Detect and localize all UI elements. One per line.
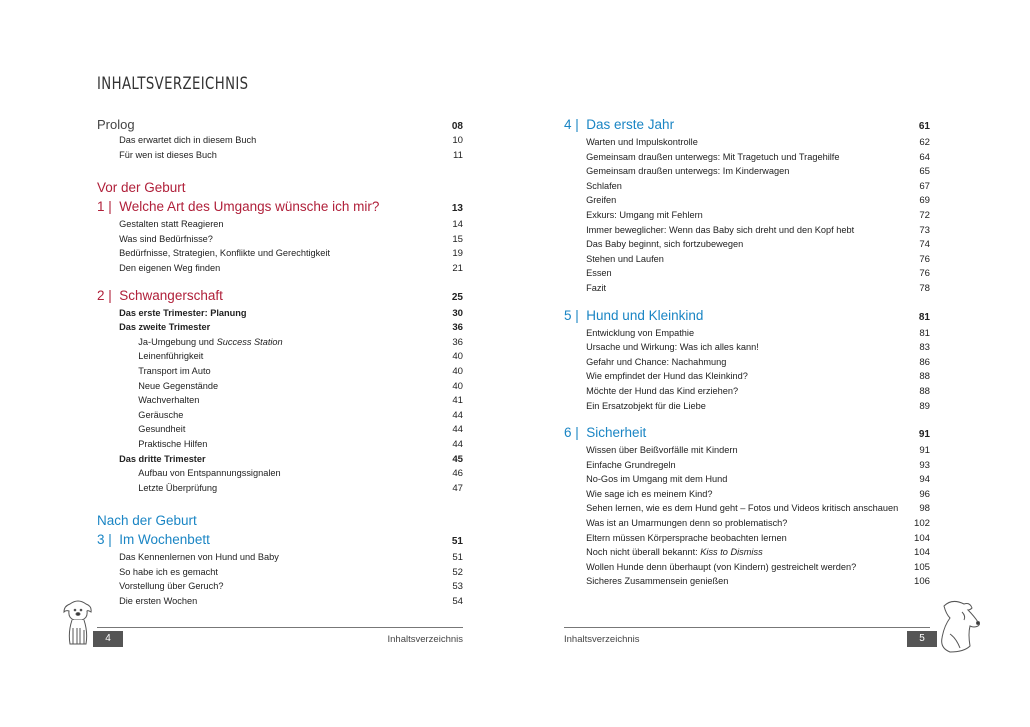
entry-page: 104 (913, 547, 930, 559)
entry-page: 45 (452, 453, 463, 465)
toc-entry[interactable] (564, 254, 930, 269)
entry-page: 96 (919, 488, 930, 500)
chapter-page: 81 (918, 311, 930, 323)
entry-page: 40 (452, 380, 463, 392)
toc-entry[interactable] (564, 328, 930, 343)
entry-label-text: Gesundheit (138, 424, 186, 436)
entry-label-text: Entwicklung von Empathie (586, 327, 695, 339)
entry-label (97, 150, 217, 161)
entry-label (97, 219, 224, 230)
entry-label (97, 234, 213, 245)
entry-label: Prolog (97, 117, 135, 132)
sitting-dog-illustration-icon (58, 598, 98, 648)
entry-label-text: Wie sage ich es meinem Kind? (586, 488, 713, 500)
entry-label-text: Schlafen (586, 180, 622, 192)
entry-label-text: Vorstellung über Geruch? (119, 581, 224, 593)
entry-page: 98 (919, 503, 930, 515)
toc-entry[interactable] (97, 596, 463, 611)
toc-entry[interactable] (564, 166, 930, 181)
toc-entry[interactable] (97, 395, 463, 410)
entry-label-text: Essen (586, 268, 612, 280)
entry-label (564, 474, 727, 485)
toc-entry[interactable] (97, 581, 463, 596)
toc-entry[interactable] (564, 210, 930, 225)
entry-label-text: Das zweite Trimester (119, 322, 211, 334)
entry-label (97, 552, 279, 563)
entry-label (97, 410, 183, 421)
toc-entry[interactable] (97, 439, 463, 454)
toc-entry[interactable] (97, 567, 463, 582)
toc-entry[interactable] (564, 268, 930, 283)
entry-label (97, 337, 283, 348)
entry-label (564, 503, 898, 514)
toc-entry[interactable] (97, 308, 463, 323)
entry-label-text: Greifen (586, 195, 617, 207)
entry-label-text: Neue Gegenstände (138, 380, 219, 392)
entry-label-text: Sicheres Zusammensein genießen (586, 576, 729, 588)
entry-label-text: Die ersten Wochen (119, 596, 198, 608)
entry-page: 86 (919, 356, 930, 368)
entry-label-text: Leinenführigkeit (138, 351, 204, 363)
entry-label-text: Wollen Hunde denn überhaupt (von Kindern) gestreichelt werden? (586, 561, 857, 573)
entry-label-text: Sehen lernen, wie es dem Hund geht – Fotos und Videos kritisch anschauen (586, 503, 899, 515)
entry-page: 102 (913, 518, 930, 530)
toc-entry[interactable] (564, 518, 930, 533)
entry-label-text: Für wen ist dieses Buch (119, 149, 217, 161)
entry-page: 44 (452, 424, 463, 436)
toc-entry[interactable] (97, 263, 463, 278)
chapter-2[interactable] (97, 288, 463, 308)
dog-looking-sideways-illustration-icon (934, 598, 984, 656)
toc-entry[interactable] (564, 489, 930, 504)
entry-label (564, 371, 748, 382)
toc-entry[interactable] (97, 410, 463, 425)
page-number-tab: 5 (907, 631, 937, 647)
toc-entry[interactable] (97, 381, 463, 396)
entry-label-text: So habe ich es gemacht (119, 566, 218, 578)
entry-page: 76 (919, 253, 930, 265)
chapter-title: Sicherheit (586, 425, 647, 441)
entry-label-italic: Success Station (216, 336, 283, 348)
toc-entry[interactable] (564, 152, 930, 167)
entry-label (97, 395, 199, 406)
chapter-page: 51 (451, 536, 463, 548)
entry-page: 83 (919, 342, 930, 354)
entry-page: 40 (452, 365, 463, 377)
entry-page: 51 (452, 552, 463, 564)
toc-entry[interactable] (97, 322, 463, 337)
chapter-number: 5 | (564, 307, 579, 323)
entry-page: 36 (452, 336, 463, 348)
entry-label-text: Warten und Impulskontrolle (586, 137, 698, 148)
chapter-page: 91 (918, 429, 930, 441)
entry-page: 41 (452, 395, 463, 407)
entry-label-text: Gemeinsam draußen unterwegs: Im Kinderwagen (586, 166, 790, 178)
toc-entry[interactable] (97, 150, 463, 165)
entry-page: 88 (919, 371, 930, 383)
toc-entry[interactable] (564, 401, 930, 416)
entry-label-text: Was ist an Umarmungen denn so problematisch? (586, 518, 788, 530)
entry-page: 14 (452, 219, 463, 231)
entry-page: 11 (453, 149, 463, 161)
chapter-number: 2 | (97, 287, 112, 303)
entry-page: 72 (919, 209, 930, 221)
entry-page: 10 (452, 135, 463, 146)
toc-column-left (97, 117, 463, 611)
toc-entry[interactable] (97, 135, 463, 150)
entry-page: 21 (452, 262, 463, 274)
chapter-number: 4 | (564, 117, 579, 132)
entry-label-text: Das erste Trimester: Planung (119, 307, 247, 319)
entry-label (97, 263, 220, 274)
chapter-5[interactable] (564, 308, 930, 328)
entry-label-text: Geräusche (138, 409, 184, 421)
entry-label-text: Gestalten statt Reagieren (119, 219, 224, 231)
entry-page: 76 (919, 268, 930, 280)
entry-label-text: Ein Ersatzobjekt für die Liebe (586, 400, 706, 412)
toc-entry[interactable] (564, 562, 930, 577)
entry-page: 88 (919, 385, 930, 397)
entry-label-text: Das Baby beginnt, sich fortzubewegen (586, 239, 744, 251)
toc-entry[interactable] (97, 351, 463, 366)
chapter-1[interactable] (97, 199, 463, 219)
toc-entry[interactable] (97, 468, 463, 483)
entry-page: 106 (913, 576, 930, 588)
entry-label-text: Fazit (586, 282, 607, 294)
entry-label (97, 468, 281, 479)
entry-page: 94 (919, 474, 930, 486)
entry-label-text: Möchte der Hund das Kind erziehen? (586, 385, 739, 397)
chapter-title: Welche Art des Umgangs wünsche ich mir? (119, 199, 380, 215)
entry-label (564, 342, 759, 353)
entry-label-text: Letzte Überprüfung (138, 482, 218, 494)
entry-page: 78 (919, 282, 930, 294)
entry-label-text: Gemeinsam draußen unterwegs: Mit Tragetuch und Tragehilfe (586, 151, 840, 163)
toc-entry[interactable] (564, 503, 930, 518)
entry-label (564, 152, 839, 163)
entry-page: 15 (452, 233, 463, 245)
toc-entry[interactable] (97, 483, 463, 498)
toc-entry[interactable] (564, 460, 930, 475)
chapter-number: 3 | (97, 532, 112, 548)
entry-page: 73 (919, 224, 930, 236)
entry-label (564, 210, 703, 221)
chapter-page: 25 (451, 291, 463, 303)
entry-label (564, 518, 787, 529)
toc-entry[interactable] (564, 195, 930, 210)
chapter-title: Schwangerschaft (119, 287, 223, 303)
entry-page: 74 (919, 239, 930, 251)
entry-page: 47 (452, 482, 463, 494)
entry-label-text: Wachverhalten (138, 395, 200, 407)
toc-entry[interactable] (97, 552, 463, 567)
entry-label (564, 283, 606, 294)
chapter-title: Das erste Jahr (586, 117, 675, 132)
entry-page: 81 (919, 327, 930, 339)
entry-label-text: Bedürfnisse, Strategien, Konflikte und Gerechtigkeit (119, 248, 331, 260)
entry-page: 54 (452, 596, 463, 608)
toc-entry[interactable] (97, 366, 463, 381)
toc-title: INHALTSVERZEICHNIS (97, 74, 249, 94)
entry-label (564, 547, 763, 558)
entry-label (564, 533, 787, 544)
footer-rule (564, 627, 930, 628)
toc-entry[interactable] (97, 454, 463, 469)
entry-page: 53 (452, 581, 463, 593)
entry-page: 40 (452, 351, 463, 363)
entry-label (97, 596, 197, 607)
entry-page: 19 (452, 248, 463, 260)
toc-entry[interactable] (564, 283, 930, 298)
toc-entry[interactable] (97, 248, 463, 263)
entry-label (564, 254, 664, 265)
entry-label-text: Stehen und Laufen (586, 253, 664, 265)
toc-entry[interactable] (564, 445, 930, 460)
entry-page: 89 (919, 400, 930, 412)
entry-page: 93 (919, 459, 930, 471)
running-title: Inhaltsverzeichnis (387, 634, 463, 645)
entry-label-text: Exkurs: Umgang mit Fehlern (586, 209, 703, 221)
entry-label (564, 460, 676, 471)
entry-label-text: Immer beweglicher: Wenn das Baby sich dreht und den Kopf hebt (586, 224, 855, 236)
entry-label-text: Einfache Grundregeln (586, 459, 676, 471)
entry-label (97, 248, 330, 259)
entry-label-text: Gefahr und Chance: Nachahmung (586, 356, 727, 368)
entry-page: 44 (452, 409, 463, 421)
entry-label (564, 445, 738, 456)
entry-label-text: Ja-Umgebung und (138, 336, 217, 348)
entry-page: 65 (919, 166, 930, 178)
toc-entry[interactable] (97, 424, 463, 439)
entry-label-text: Den eigenen Weg finden (119, 262, 221, 274)
chapter-page: 61 (918, 121, 930, 132)
entry-label-text: Ursache und Wirkung: Was ich alles kann! (586, 342, 759, 354)
chapter-title: Im Wochenbett (119, 532, 210, 548)
right-page (515, 0, 1030, 727)
entry-label (97, 135, 256, 146)
entry-label-text: Was sind Bedürfnisse? (119, 233, 213, 245)
toc-entry[interactable] (564, 474, 930, 489)
toc-entry[interactable] (564, 357, 930, 372)
chapter-6[interactable] (564, 425, 930, 445)
entry-page: 105 (913, 561, 930, 573)
entry-page: 30 (452, 307, 463, 319)
entry-label-text: Transport im Auto (138, 365, 211, 377)
entry-label (97, 366, 211, 377)
entry-label-text: Wie empfindet der Hund das Kleinkind? (586, 371, 748, 383)
toc-entry[interactable] (564, 547, 930, 562)
entry-label (97, 439, 207, 450)
entry-label-text: Praktische Hilfen (138, 438, 208, 450)
chapter-number: 1 | (97, 199, 112, 215)
entry-page: 91 (919, 445, 930, 457)
entry-label (97, 351, 203, 362)
toc-entry[interactable] (97, 234, 463, 249)
page-number-tab: 4 (93, 631, 123, 647)
part-heading-before-birth: Vor der Geburt (97, 180, 186, 196)
entry-label (97, 381, 218, 392)
entry-label-text: No-Gos im Umgang mit dem Hund (586, 474, 728, 486)
toc-entry-prolog[interactable] (97, 117, 463, 135)
toc-entry[interactable] (564, 181, 930, 196)
entry-label (564, 166, 789, 177)
entry-page: 52 (452, 566, 463, 578)
chapter-number: 6 | (564, 425, 579, 441)
toc-entry[interactable] (97, 219, 463, 234)
entry-label-italic: Kiss to Dismiss (700, 547, 763, 559)
entry-page: 46 (452, 468, 463, 480)
toc-entry[interactable] (564, 386, 930, 401)
entry-label (97, 322, 210, 333)
toc-entry[interactable] (564, 225, 930, 240)
entry-page: 44 (452, 438, 463, 450)
entry-label (564, 386, 738, 397)
entry-label (97, 581, 224, 592)
toc-entry[interactable] (564, 239, 930, 254)
entry-label-text: Das dritte Trimester (119, 453, 206, 465)
entry-label (564, 328, 694, 339)
entry-page: 08 (451, 121, 463, 132)
entry-label (97, 483, 217, 494)
entry-label (564, 181, 622, 192)
entry-page: 104 (913, 532, 930, 544)
entry-page: 62 (919, 137, 930, 148)
chapter-title: Hund und Kleinkind (586, 307, 704, 323)
entry-label (564, 195, 616, 206)
entry-label (564, 268, 612, 279)
entry-label-text: Das Kennenlernen von Hund und Baby (119, 552, 279, 564)
toc-entry[interactable] (564, 576, 930, 591)
entry-label-text: Eltern müssen Körpersprache beobachten lernen (586, 532, 787, 544)
toc-entry[interactable] (564, 371, 930, 386)
entry-label-text: Noch nicht überall bekannt: (586, 547, 701, 559)
entry-label (97, 424, 185, 435)
entry-label (564, 357, 726, 368)
entry-label-text: Aufbau von Entspannungssignalen (138, 468, 281, 480)
toc-column-right (564, 117, 930, 591)
footer-rule (97, 627, 463, 628)
toc-entry[interactable] (564, 533, 930, 548)
entry-label-text: Das erwartet dich in diesem Buch (119, 135, 257, 146)
chapter-3[interactable] (97, 532, 463, 552)
entry-label (564, 225, 854, 236)
entry-label (97, 308, 247, 319)
entry-page: 64 (919, 151, 930, 163)
entry-label (97, 454, 206, 465)
entry-page: 67 (919, 180, 930, 192)
entry-label-text: Wissen über Beißvorfälle mit Kindern (586, 445, 738, 457)
part-heading-after-birth: Nach der Geburt (97, 513, 197, 529)
chapter-4[interactable] (564, 117, 930, 137)
entry-page: 69 (919, 195, 930, 207)
entry-label (564, 562, 856, 573)
chapter-page: 13 (451, 203, 463, 215)
toc-entry[interactable] (564, 137, 930, 152)
running-title: Inhaltsverzeichnis (564, 634, 640, 645)
entry-label (564, 489, 713, 500)
toc-entry[interactable] (97, 337, 463, 352)
toc-entry[interactable] (564, 342, 930, 357)
entry-label (97, 567, 218, 578)
entry-label (564, 401, 706, 412)
entry-label (564, 137, 698, 148)
entry-page: 36 (452, 322, 463, 334)
entry-label (564, 239, 743, 250)
entry-label (564, 576, 728, 587)
